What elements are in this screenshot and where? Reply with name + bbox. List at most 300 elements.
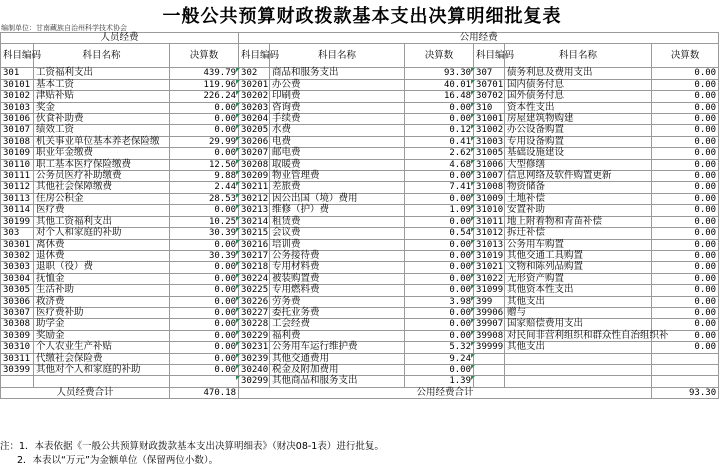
table-row — [1, 68, 719, 79]
table-row — [1, 79, 719, 90]
col-header-amount: 决算数 — [652, 44, 719, 68]
table-row — [1, 364, 719, 375]
cell-name: 医疗费 — [34, 205, 170, 216]
cell-code: 30201 — [239, 79, 270, 90]
cell-amount: 0.00 — [405, 285, 474, 296]
table-row — [1, 353, 719, 364]
cell-name — [505, 364, 652, 375]
cell-code: 30306 — [1, 296, 34, 307]
cell-name: 信息网络及软件购置更新 — [505, 171, 652, 182]
cell-amount: 9.88 — [170, 171, 239, 182]
cell-amount: 0.00 — [652, 182, 719, 193]
cell-amount: 0.00 — [170, 114, 239, 125]
cell-amount — [652, 364, 719, 375]
cell-code: 31006 — [474, 159, 505, 170]
cell-amount: 0.00 — [652, 148, 719, 159]
expense-table — [0, 32, 719, 399]
cell-amount: 0.00 — [170, 307, 239, 318]
cell-name: 物资储备 — [505, 182, 652, 193]
cell-code: 30304 — [1, 273, 34, 284]
cell-amount: 2.44 — [170, 182, 239, 193]
cell-code: 30302 — [1, 250, 34, 261]
cell-name: 邮电费 — [270, 148, 405, 159]
cell-amount: 0.00 — [170, 319, 239, 330]
cell-amount: 12.50 — [170, 159, 239, 170]
cell-code: 30216 — [239, 239, 270, 250]
cell-amount: 0.00 — [405, 114, 474, 125]
unit-label: 编制单位：甘南藏族自治州科学技术协会 — [1, 24, 127, 32]
cell-amount: 0.12 — [405, 125, 474, 136]
cell-code: 30303 — [1, 262, 34, 273]
cell-name: 其他支出 — [505, 296, 652, 307]
cell-amount: 9.24 — [405, 353, 474, 364]
cell-name: 取暖费 — [270, 159, 405, 170]
cell-amount: 30.39 — [170, 228, 239, 239]
cell-name: 伙食补助费 — [34, 114, 170, 125]
cell-amount: 30.39 — [170, 250, 239, 261]
personnel-total-label: 人员经费合计 — [1, 387, 170, 398]
cell-code: 30202 — [239, 91, 270, 102]
cell-name: 公务用车购置 — [505, 239, 652, 250]
table-row — [1, 342, 719, 353]
cell-name: 公务员医疗补助缴费 — [34, 171, 170, 182]
cell-code: 30114 — [1, 205, 34, 216]
cell-code: 30108 — [1, 136, 34, 147]
cell-code: 31019 — [474, 250, 505, 261]
table-row — [1, 159, 719, 170]
cell-name: 安置补助 — [505, 205, 652, 216]
personnel-header: 人员经费 — [1, 33, 239, 44]
cell-name: 其他社会保障缴费 — [34, 182, 170, 193]
cell-name: 拆迁补偿 — [505, 228, 652, 239]
cell-amount: 93.30 — [405, 68, 474, 79]
col-header-name: 科目名称 — [505, 44, 652, 68]
cell-code: 30311 — [1, 353, 34, 364]
table-row — [1, 193, 719, 204]
cell-amount: 0.00 — [652, 250, 719, 261]
public-total-amount: 93.30 — [652, 387, 719, 398]
cell-code: 39907 — [474, 319, 505, 330]
cell-amount: 0.00 — [652, 342, 719, 353]
cell-name: 专用材料费 — [270, 262, 405, 273]
cell-code: 30199 — [1, 216, 34, 227]
cell-name — [505, 376, 652, 387]
cell-amount: 1.09 — [405, 205, 474, 216]
cell-code: 30229 — [239, 330, 270, 341]
cell-amount: 0.00 — [405, 273, 474, 284]
cell-amount: 0.00 — [405, 307, 474, 318]
cell-code: 30224 — [239, 273, 270, 284]
cell-name: 被装购置费 — [270, 273, 405, 284]
cell-code: 30702 — [474, 91, 505, 102]
cell-name: 租赁费 — [270, 216, 405, 227]
cell-code: 30203 — [239, 102, 270, 113]
cell-name: 对个人和家庭的补助 — [34, 228, 170, 239]
cell-amount: 0.00 — [652, 239, 719, 250]
cell-amount: 0.00 — [652, 171, 719, 182]
cell-code: 30106 — [1, 114, 34, 125]
table-row — [1, 239, 719, 250]
cell-code: 30205 — [239, 125, 270, 136]
cell-code: 30240 — [239, 364, 270, 375]
table-row — [1, 262, 719, 273]
cell-amount: 0.00 — [652, 216, 719, 227]
cell-amount: 7.41 — [405, 182, 474, 193]
cell-code: 30111 — [1, 171, 34, 182]
cell-name: 手续费 — [270, 114, 405, 125]
cell-amount — [652, 353, 719, 364]
cell-name: 退休费 — [34, 250, 170, 261]
cell-code: 30204 — [239, 114, 270, 125]
cell-code: 30112 — [1, 182, 34, 193]
totals-row — [1, 387, 719, 398]
cell-amount: 0.00 — [170, 296, 239, 307]
cell-amount: 439.79 — [170, 68, 239, 79]
page-title: 一般公共预算财政拨款基本支出决算明细批复表 — [162, 6, 562, 27]
cell-code: 30207 — [239, 148, 270, 159]
cell-name: 绩效工资 — [34, 125, 170, 136]
cell-name: 国外债务付息 — [505, 91, 652, 102]
cell-code: 30211 — [239, 182, 270, 193]
cell-code: 30225 — [239, 285, 270, 296]
cell-amount: 0.00 — [652, 102, 719, 113]
cell-code: 30239 — [239, 353, 270, 364]
cell-name: 住房公积金 — [34, 193, 170, 204]
table-row — [1, 182, 719, 193]
cell-name: 津贴补贴 — [34, 91, 170, 102]
cell-amount: 0.00 — [405, 193, 474, 204]
cell-amount: 0.00 — [405, 216, 474, 227]
cell-amount — [170, 376, 239, 387]
cell-amount: 0.00 — [652, 91, 719, 102]
cell-code: 39908 — [474, 330, 505, 341]
cell-name: 个人农业生产补贴 — [34, 342, 170, 353]
cell-code: 30209 — [239, 171, 270, 182]
cell-code: 30217 — [239, 250, 270, 261]
table-row — [1, 250, 719, 261]
cell-name: 税金及附加费用 — [270, 364, 405, 375]
cell-name: 债务利息及费用支出 — [505, 68, 652, 79]
col-header-name: 科目名称 — [34, 44, 170, 68]
cell-name: 奖金 — [34, 102, 170, 113]
table-row — [1, 330, 719, 341]
cell-amount: 0.00 — [652, 319, 719, 330]
cell-amount: 0.00 — [652, 159, 719, 170]
cell-code: 30301 — [1, 239, 34, 250]
cell-name: 水费 — [270, 125, 405, 136]
public-total-label: 公用经费合计 — [239, 387, 652, 398]
table-row — [1, 136, 719, 147]
cell-amount: 0.00 — [405, 239, 474, 250]
cell-amount: 226.24 — [170, 91, 239, 102]
cell-amount: 0.00 — [652, 193, 719, 204]
cell-name: 办公设备购置 — [505, 125, 652, 136]
cell-code: 30228 — [239, 319, 270, 330]
table-row — [1, 125, 719, 136]
footnote-1: 注：1．本表依据《一般公共预算财政拨款基本支出决算明细表》（财决08-1表）进行批复。 — [0, 441, 384, 452]
table-row — [1, 376, 719, 387]
cell-amount: 4.68 — [405, 159, 474, 170]
cell-amount: 0.00 — [652, 273, 719, 284]
table-row — [1, 148, 719, 159]
cell-name: 救济费 — [34, 296, 170, 307]
cell-code: 30299 — [239, 376, 270, 387]
cell-amount: 5.32 — [405, 342, 474, 353]
cell-code: 30109 — [1, 148, 34, 159]
cell-amount: 0.00 — [652, 228, 719, 239]
cell-code: 31022 — [474, 273, 505, 284]
col-header-name: 科目名称 — [270, 44, 405, 68]
cell-name: 其他交通费用 — [270, 353, 405, 364]
cell-amount: 0.00 — [652, 262, 719, 273]
cell-code: 31002 — [474, 125, 505, 136]
cell-name: 基本工资 — [34, 79, 170, 90]
footnote-2: 2．本表以“万元”为金额单位（保留两位小数）。 — [17, 455, 219, 466]
cell-amount: 0.00 — [170, 262, 239, 273]
cell-code: 39999 — [474, 342, 505, 353]
cell-code: 30399 — [1, 364, 34, 375]
cell-amount: 40.01 — [405, 79, 474, 90]
cell-amount: 2.62 — [405, 148, 474, 159]
table-row — [1, 273, 719, 284]
cell-amount: 0.00 — [170, 148, 239, 159]
cell-name: 其他商品和服务支出 — [270, 376, 405, 387]
cell-code: 31009 — [474, 193, 505, 204]
table-row — [1, 296, 719, 307]
cell-name: 职业年金缴费 — [34, 148, 170, 159]
cell-code: 30212 — [239, 193, 270, 204]
cell-name: 物业管理费 — [270, 171, 405, 182]
cell-name: 商品和服务支出 — [270, 68, 405, 79]
cell-code: 30227 — [239, 307, 270, 318]
cell-name: 资本性支出 — [505, 102, 652, 113]
cell-code: 30101 — [1, 79, 34, 90]
cell-code: 31010 — [474, 205, 505, 216]
cell-name: 基础设施建设 — [505, 148, 652, 159]
cell-code: 30218 — [239, 262, 270, 273]
public-header: 公用经费 — [239, 33, 719, 44]
cell-name: 离休费 — [34, 239, 170, 250]
cell-name: 其他支出 — [505, 342, 652, 353]
cell-code: 30110 — [1, 159, 34, 170]
cell-code: 30208 — [239, 159, 270, 170]
cell-code: 31007 — [474, 171, 505, 182]
cell-amount: 119.96 — [170, 79, 239, 90]
cell-code: 30231 — [239, 342, 270, 353]
cell-code: 30308 — [1, 319, 34, 330]
cell-amount: 0.00 — [652, 136, 719, 147]
cell-code: 30307 — [1, 307, 34, 318]
cell-name: 公务用车运行维护费 — [270, 342, 405, 353]
cell-amount: 0.00 — [170, 353, 239, 364]
cell-name: 福利费 — [270, 330, 405, 341]
cell-code: 31099 — [474, 285, 505, 296]
cell-name: 其他工资福利支出 — [34, 216, 170, 227]
cell-name: 代缴社会保险费 — [34, 353, 170, 364]
cell-amount: 0.00 — [652, 79, 719, 90]
cell-code: 31003 — [474, 136, 505, 147]
cell-code: 31013 — [474, 239, 505, 250]
table-row — [1, 114, 719, 125]
cell-code: 399 — [474, 296, 505, 307]
cell-name: 工会经费 — [270, 319, 405, 330]
cell-amount: 0.00 — [652, 205, 719, 216]
col-header-code: 科目编码 — [1, 44, 34, 68]
cell-amount: 0.00 — [652, 285, 719, 296]
cell-name — [34, 376, 170, 387]
col-header-code: 科目编码 — [474, 44, 505, 68]
cell-code — [474, 353, 505, 364]
cell-name: 土地补偿 — [505, 193, 652, 204]
cell-code: 31012 — [474, 228, 505, 239]
cell-name: 文物和陈列品购置 — [505, 262, 652, 273]
cell-code: 30305 — [1, 285, 34, 296]
cell-amount: 0.00 — [170, 342, 239, 353]
cell-amount: 0.00 — [405, 364, 474, 375]
cell-amount: 0.00 — [405, 171, 474, 182]
cell-name: 差旅费 — [270, 182, 405, 193]
cell-name: 专用燃料费 — [270, 285, 405, 296]
cell-name: 劳务费 — [270, 296, 405, 307]
cell-amount: 16.48 — [405, 91, 474, 102]
cell-code: 30213 — [239, 205, 270, 216]
cell-name: 办公费 — [270, 79, 405, 90]
cell-name: 国内债务付息 — [505, 79, 652, 90]
cell-amount: 0.00 — [652, 330, 719, 341]
cell-code: 30214 — [239, 216, 270, 227]
cell-code: 31005 — [474, 148, 505, 159]
cell-name: 工资福利支出 — [34, 68, 170, 79]
cell-code: 30701 — [474, 79, 505, 90]
cell-code — [474, 364, 505, 375]
cell-code: 307 — [474, 68, 505, 79]
cell-name: 咨询费 — [270, 102, 405, 113]
cell-code: 30226 — [239, 296, 270, 307]
cell-code: 30102 — [1, 91, 34, 102]
cell-code: 301 — [1, 68, 34, 79]
cell-code: 302 — [239, 68, 270, 79]
cell-amount: 0.41 — [405, 136, 474, 147]
table-row — [1, 91, 719, 102]
cell-amount: 0.00 — [170, 205, 239, 216]
cell-name: 机关事业单位基本养老保险缴 — [34, 136, 170, 147]
cell-amount: 0.00 — [652, 307, 719, 318]
cell-name: 职工基本医疗保险缴费 — [34, 159, 170, 170]
cell-code: 30310 — [1, 342, 34, 353]
cell-name: 国家赔偿费用支出 — [505, 319, 652, 330]
cell-name: 抚恤金 — [34, 273, 170, 284]
cell-name: 生活补助 — [34, 285, 170, 296]
cell-code: 31011 — [474, 216, 505, 227]
cell-amount: 0.00 — [405, 262, 474, 273]
personnel-total-amount: 470.18 — [170, 387, 239, 398]
cell-name: 其他对个人和家庭的补助 — [34, 364, 170, 375]
cell-code: 31001 — [474, 114, 505, 125]
cell-name — [505, 353, 652, 364]
cell-name: 印刷费 — [270, 91, 405, 102]
cell-name: 其他资本性支出 — [505, 285, 652, 296]
cell-amount: 0.00 — [652, 125, 719, 136]
table-row — [1, 102, 719, 113]
cell-amount: 0.00 — [405, 102, 474, 113]
cell-amount: 29.99 — [170, 136, 239, 147]
cell-name: 委托业务费 — [270, 307, 405, 318]
cell-code: 31008 — [474, 182, 505, 193]
cell-amount: 10.25 — [170, 216, 239, 227]
cell-name: 因公出国（境）费用 — [270, 193, 405, 204]
cell-name: 其他交通工具购置 — [505, 250, 652, 261]
cell-code: 30113 — [1, 193, 34, 204]
cell-name: 会议费 — [270, 228, 405, 239]
cell-name: 医疗费补助 — [34, 307, 170, 318]
cell-name: 房屋建筑物购建 — [505, 114, 652, 125]
cell-name: 维修（护）费 — [270, 205, 405, 216]
cell-code: 31021 — [474, 262, 505, 273]
cell-amount: 0.00 — [405, 330, 474, 341]
cell-code: 30309 — [1, 330, 34, 341]
cell-name: 公务接待费 — [270, 250, 405, 261]
cell-amount: 0.00 — [170, 239, 239, 250]
cell-amount: 3.98 — [405, 296, 474, 307]
cell-amount — [652, 376, 719, 387]
cell-name: 奖励金 — [34, 330, 170, 341]
cell-amount: 1.39 — [405, 376, 474, 387]
cell-name: 退职（役）费 — [34, 262, 170, 273]
cell-amount: 0.00 — [170, 125, 239, 136]
cell-code: 30107 — [1, 125, 34, 136]
table-row — [1, 228, 719, 239]
cell-code — [1, 376, 34, 387]
cell-name: 助学金 — [34, 319, 170, 330]
cell-amount: 0.54 — [405, 228, 474, 239]
cell-name: 无形资产购置 — [505, 273, 652, 284]
table-row — [1, 307, 719, 318]
col-header-code: 科目编码 — [239, 44, 270, 68]
cell-amount: 0.00 — [652, 68, 719, 79]
cell-name: 专用设备购置 — [505, 136, 652, 147]
table-row — [1, 216, 719, 227]
cell-amount: 0.00 — [652, 296, 719, 307]
cell-amount: 0.00 — [170, 273, 239, 284]
cell-code: 30215 — [239, 228, 270, 239]
table-row — [1, 319, 719, 330]
cell-name: 赠与 — [505, 307, 652, 318]
cell-code: 310 — [474, 102, 505, 113]
cell-amount: 0.00 — [170, 330, 239, 341]
table-row — [1, 285, 719, 296]
cell-name: 电费 — [270, 136, 405, 147]
cell-amount: 0.00 — [652, 114, 719, 125]
cell-amount: 28.53 — [170, 193, 239, 204]
table-row — [1, 205, 719, 216]
cell-name: 地上附着物和青苗补偿 — [505, 216, 652, 227]
cell-amount: 0.00 — [405, 319, 474, 330]
cell-amount: 0.00 — [170, 364, 239, 375]
col-header-amount: 决算数 — [170, 44, 239, 68]
cell-amount: 0.00 — [405, 250, 474, 261]
cell-name: 培训费 — [270, 239, 405, 250]
col-header-amount: 决算数 — [405, 44, 474, 68]
cell-amount: 0.00 — [170, 102, 239, 113]
cell-name: 对民间非营利组织和群众性自治组织补 — [505, 330, 652, 341]
cell-code: 39906 — [474, 307, 505, 318]
footnotes — [0, 440, 384, 468]
cell-code: 30206 — [239, 136, 270, 147]
cell-amount: 0.00 — [170, 285, 239, 296]
cell-name: 大型修缮 — [505, 159, 652, 170]
cell-code — [474, 376, 505, 387]
cell-code: 30103 — [1, 102, 34, 113]
